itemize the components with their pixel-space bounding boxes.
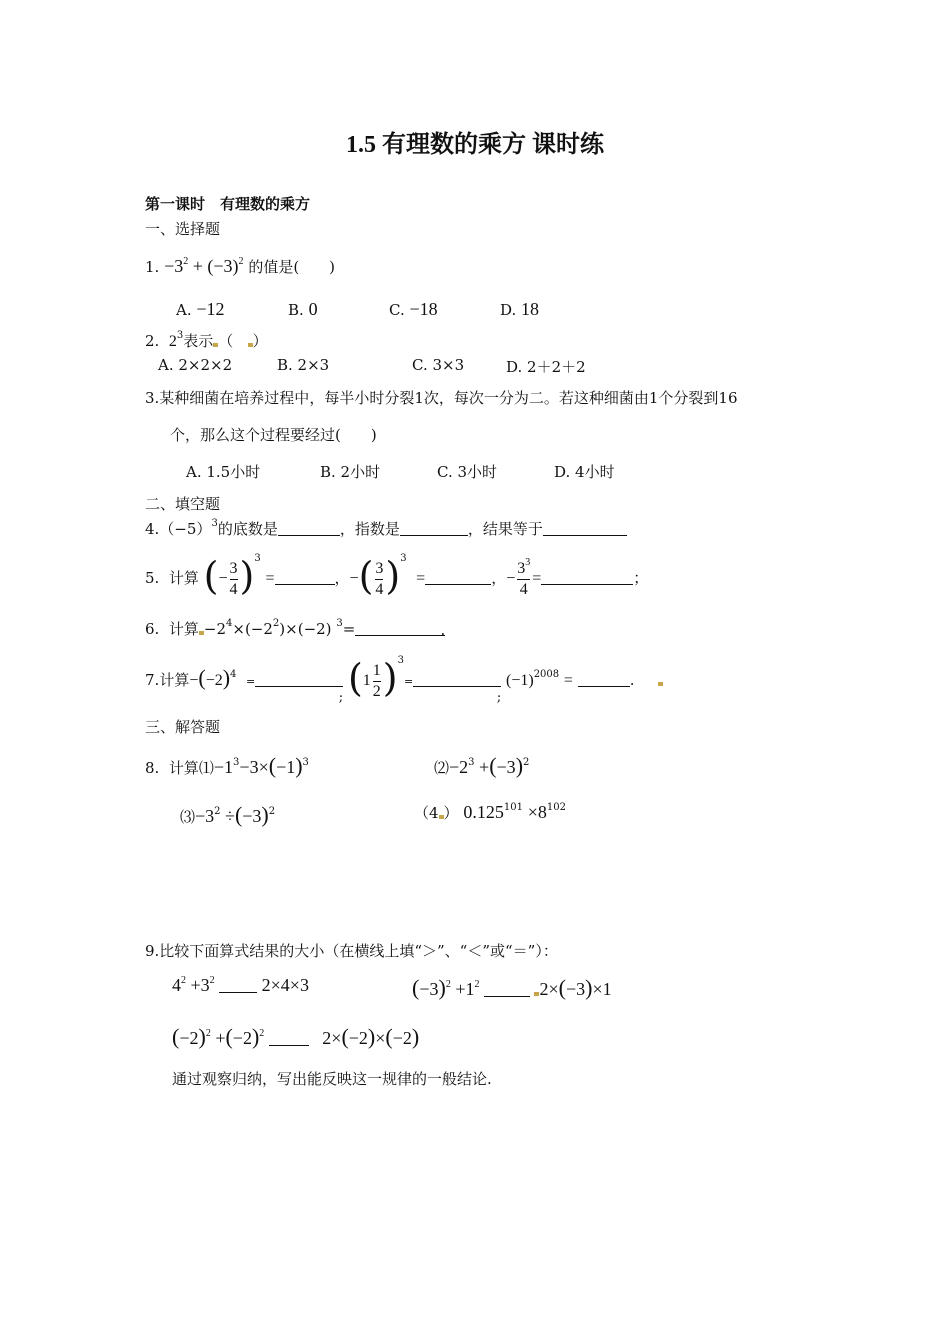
q3-option-a: A. 1.5小时: [186, 463, 261, 481]
q9-row-2: $(-2)^2 +(-2)^2$ 2×(−2)×(−2): [172, 1024, 420, 1049]
q2-option-b: B. 2×3: [277, 356, 330, 374]
fraction: $\frac{3^3}{4}$: [517, 556, 531, 598]
answer-blank[interactable]: [269, 1031, 309, 1046]
answer-blank[interactable]: .: [355, 621, 445, 636]
q1-option-c: C. −18: [389, 299, 438, 319]
answer-blank[interactable]: [484, 982, 530, 997]
answer-blank[interactable]: [543, 521, 627, 536]
answer-blank[interactable]: [219, 978, 257, 993]
answer-blank[interactable]: [278, 521, 340, 536]
q1-number: 1.: [145, 258, 160, 276]
q9-conclusion: 通过观察归纳，写出能反映这一规律的一般结论.: [172, 1070, 492, 1088]
lesson-heading: 第一课时 有理数的乘方: [145, 195, 311, 213]
q1-option-d: D. 18: [500, 299, 540, 319]
page-title: 1.5 有理数的乘方 课时练: [346, 132, 604, 158]
section-solve: 三、解答题: [145, 718, 221, 736]
answer-blank[interactable]: ;: [255, 672, 343, 687]
question-2: 2. $2^3$表示 （ ）: [145, 330, 268, 350]
question-6: 6. 计算 $-2^4\times(-2^2)\times(-2)$ $^3$= .: [145, 618, 446, 639]
fraction: $\frac{3}{4}$: [375, 559, 384, 598]
q1-option-b: B. 0: [288, 299, 318, 319]
q9-row-1-right: $(-3)^2 +1^2$ 2×(−3)×1: [412, 975, 612, 1000]
q3-option-c: C. 3小时: [437, 463, 498, 481]
q3-option-d: D. 4小时: [554, 463, 615, 481]
question-8-part-3: $⑶-3^2 \div(-3)^2$: [180, 802, 276, 827]
q2-option-c: C. 3×3: [412, 356, 465, 374]
q1-option-a: A. −12: [176, 299, 225, 319]
answer-blank[interactable]: ;: [413, 672, 501, 687]
question-9: 9.比较下面算式结果的大小（在横线上填“＞”、“＜”或“＝”）：: [145, 942, 558, 960]
mark: [658, 682, 663, 686]
section-fill: 二、填空题: [145, 495, 221, 513]
q1-suffix: 的值是( ): [248, 258, 336, 276]
question-8-part-4: （4 ） $0.125^{101} \times 8^{102}$: [414, 802, 566, 822]
question-4: $4.(-5)^3$的底数是 ，指数是 ，结果等于: [145, 518, 627, 539]
section-choice: 一、选择题: [145, 220, 221, 238]
q2-option-a: A. 2×2×2: [158, 356, 233, 374]
q1-expression: $-3^2 + (-3)^2$: [164, 256, 244, 276]
question-5: 5. 计算 (− $\frac{3}{4}$ )$^3$ = ，−( $\frac{3}{4}$ )$^3$ = ，− $\frac{3^3}{4}$ = ；: [145, 553, 649, 598]
answer-blank[interactable]: [400, 521, 468, 536]
question-3-line-1: 3.某种细菌在培养过程中，每半小时分裂1次，每次一分为二。若这种细菌由1个分裂到16: [145, 389, 738, 407]
q3-option-b: B. 2小时: [320, 463, 381, 481]
question-8-part-1: 8. 计算$⑴-1^3-3\times(-1)^3$: [145, 753, 309, 778]
answer-blank[interactable]: [425, 570, 491, 585]
fraction: $\frac{1}{2}$: [372, 661, 381, 700]
question-1: [145, 256, 335, 277]
fraction: $\frac{3}{4}$: [229, 559, 238, 598]
question-7: 7.计算$-(-2)^4$ = ; (1 $\frac{1}{2}$ )$^3$= ; $(-1)^{2008}$ = .: [145, 652, 663, 704]
answer-blank[interactable]: [578, 672, 630, 687]
question-3-line-2: 个，那么这个过程要经过( ): [170, 426, 377, 444]
answer-blank[interactable]: [275, 570, 335, 585]
q9-row-1-left: $4^2 +3^2$ 2×4×3: [172, 975, 309, 995]
question-8-part-2: $⑵-2^3 +(-3)^2$: [434, 753, 530, 778]
answer-blank[interactable]: [541, 570, 633, 585]
q2-option-d: D. 2＋2＋2: [506, 358, 586, 376]
